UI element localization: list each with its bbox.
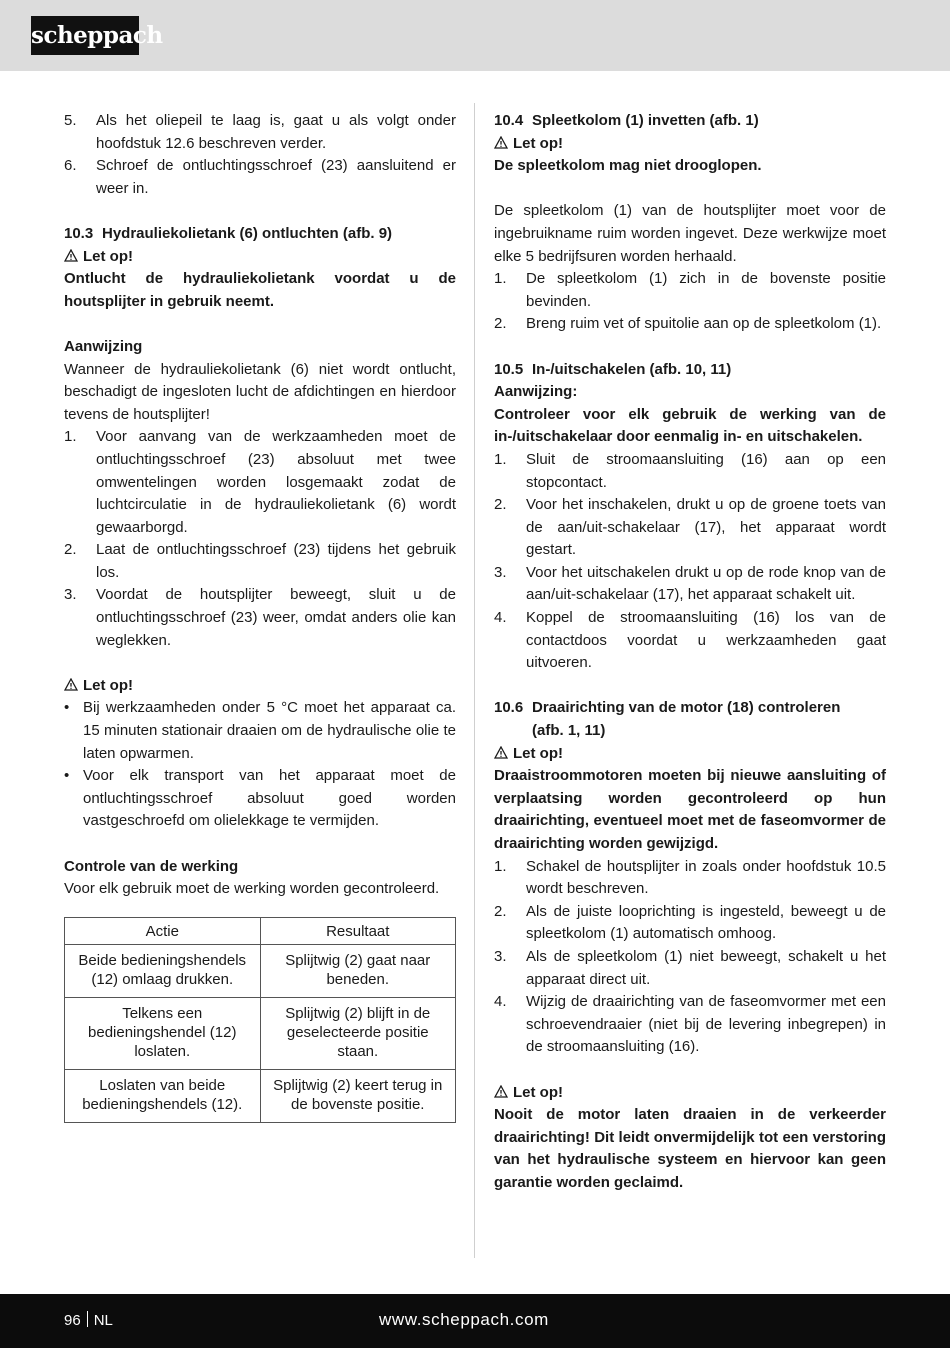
warning-icon: [64, 678, 78, 691]
list-item: 2. Als de juiste looprichting is ingesteld, beweegt u de spleetkolom (1) automatisch omhoog.: [494, 902, 886, 943]
list-item: 2. Laat de ontluchtingsschroef (23) tijdens het gebruik los.: [64, 541, 456, 581]
list-item: 1. De spleetkolom (1) zich in de bovenste positie bevinden.: [494, 270, 886, 310]
control-title: Controle van de werking: [64, 857, 239, 875]
table-header-row: [65, 917, 456, 944]
warning-label: Let op!: [494, 743, 886, 766]
table-row: [65, 1069, 456, 1122]
section-heading-10-5: 10.5 In-/uitschakelen (afb. 10, 11): [494, 360, 732, 378]
warning-label: Let op!: [64, 675, 456, 698]
list-item: 2. Voor het inschakelen, drukt u op de groene toets van de aan/uit-schakelaar (17), het apparaat wordt gestart.: [494, 496, 886, 559]
warning-icon: [494, 746, 508, 759]
table-cell: Loslaten van beide bedieningshendels (12).: [65, 1069, 261, 1122]
bullet-item: • Voor elk transport van het apparaat moet de ontluchtingsschroef absoluut goed worden vastgeschroefd om olielekkage te vermijden.: [64, 767, 456, 830]
list-item: 1. Voor aanvang van de werkzaamheden moet de ontluchtingsschroef (23) absoluut met twee omwentelingen worden losgemaakt zodat de luchtcirculatie in de hydrauliekolietank (6) wordt gewaarborgd.: [64, 428, 456, 536]
table-cell: Splijtwig (2) blijft in de geselecteerde positie staan.: [260, 997, 456, 1069]
section-heading-10-4: 10.4 Spleetkolom (1) invetten (afb. 1): [494, 112, 759, 129]
body-text: De spleetkolom (1) van de houtsplijter moet voor de ingebruikname ruim worden ingevet. Deze werkwijze moet elke 5 bedrijfsuren worden herhaald.: [494, 202, 886, 265]
warning-icon: [64, 249, 78, 262]
table-row: [65, 997, 456, 1069]
control-text: Voor elk gebruik moet de werking worden gecontroleerd.: [64, 880, 440, 898]
list-item: 1. Schakel de houtsplijter in zoals onder hoofdstuk 10.5 wordt beschreven.: [494, 857, 886, 898]
page-number: 96 NL: [64, 1312, 113, 1329]
list-item: 3. Voor het uitschakelen drukt u op de rode knop van de aan/uit-schakelaar (17), het apparaat schakelt uit.: [494, 563, 886, 604]
warning-text: Ontlucht de hydrauliekolietank voordat u de houtsplijter in gebruik neemt.: [64, 270, 456, 310]
warning-icon: [494, 136, 508, 149]
section-heading-10-3: 10.3 Hydrauliekolietank (6) ontluchten (afb. 9): [64, 224, 393, 242]
table-row: [65, 944, 456, 997]
bullet-item: • Bij werkzaamheden onder 5 °C moet het apparaat ca. 15 minuten stationair draaien om de hydraulische olie te laten opwarmen.: [64, 699, 456, 762]
warning-label: Let op!: [64, 246, 456, 269]
website-link[interactable]: www.scheppach.com: [379, 1310, 549, 1329]
list-item: 1. Sluit de stroomaansluiting (16) aan op een stopcontact.: [494, 450, 886, 491]
list-item: 4. Wijzig de draairichting van de faseomvormer met een schroevendraaier (niet bij de levering inbegrepen) in de stroomaansluiting (16).: [494, 993, 886, 1056]
scheppach-logo: scheppach: [31, 16, 139, 55]
warning-text: De spleetkolom mag niet drooglopen.: [494, 157, 762, 175]
table-header: Actie: [65, 917, 261, 944]
table-cell: Telkens een bedieningshendel (12) loslaten.: [65, 997, 261, 1069]
warning-label: Let op!: [494, 133, 886, 156]
warning-icon: [494, 1085, 508, 1098]
note-title: Aanwijzing:: [494, 383, 578, 401]
list-item: 3. Voordat de houtsplijter beweegt, sluit u de ontluchtingsschroef (23) weer, omdat anders olie kan weglekken.: [64, 586, 456, 649]
table-cell: Splijtwig (2) keert terug in de bovenste positie.: [260, 1069, 456, 1122]
warning-text: Nooit de motor laten draaien in de verkeerder draairichting! Dit leidt onvermijdelijk tot een verstoring van het hydraulische systeem en hiervoor kan geen garantie worden geclaimd.: [494, 1106, 886, 1191]
note-text: Wanneer de hydrauliekolietank (6) niet wordt ontlucht, beschadigt de ingesloten lucht de afdichtingen en hierdoor tevens de houtsplijter!: [64, 360, 456, 423]
table-cell: Beide bedieningshendels (12) omlaag drukken.: [65, 944, 261, 997]
header-bar: [0, 0, 950, 71]
column-divider: [474, 103, 475, 1258]
right-column: [494, 110, 886, 1195]
list-item: 3. Als de spleetkolom (1) niet beweegt, schakelt u het apparaat direct uit.: [494, 947, 886, 988]
list-item: 4. Koppel de stroomaansluiting (16) los van de contactdoos voordat u werkzaamheden gaat uitvoeren.: [494, 609, 886, 672]
table-header: Resultaat: [260, 917, 456, 944]
note-text: Controleer voor elk gebruik de werking van de in-/uitschakelaar door eenmalig in- en uitschakelen.: [494, 405, 886, 446]
table-cell: Splijtwig (2) gaat naar beneden.: [260, 944, 456, 997]
list-item: 5. Als het oliepeil te laag is, gaat u als volgt onder hoofdstuk 12.6 beschreven verder.: [64, 112, 456, 152]
control-table: [64, 917, 456, 1123]
note-title: Aanwijzing: [64, 337, 143, 355]
left-column: [64, 110, 456, 1123]
section-heading-10-6: 10.6 Draairichting van de motor (18) controleren: [494, 699, 841, 717]
list-item: 6. Schroef de ontluchtingsschroef (23) aansluitend er weer in.: [64, 157, 456, 197]
list-item: 2. Breng ruim vet of spuitolie aan op de spleetkolom (1).: [494, 315, 882, 333]
section-heading-continuation: (afb. 1, 11): [532, 722, 606, 740]
warning-text: Draaistroommotoren moeten bij nieuwe aansluiting of verplaatsing worden gecontroleerd op hun draairichting, eventueel moet met de faseomvormer de draairichting worden gewijzigd.: [494, 767, 886, 852]
footer-bar: [0, 1294, 950, 1348]
warning-label: Let op!: [494, 1082, 886, 1105]
